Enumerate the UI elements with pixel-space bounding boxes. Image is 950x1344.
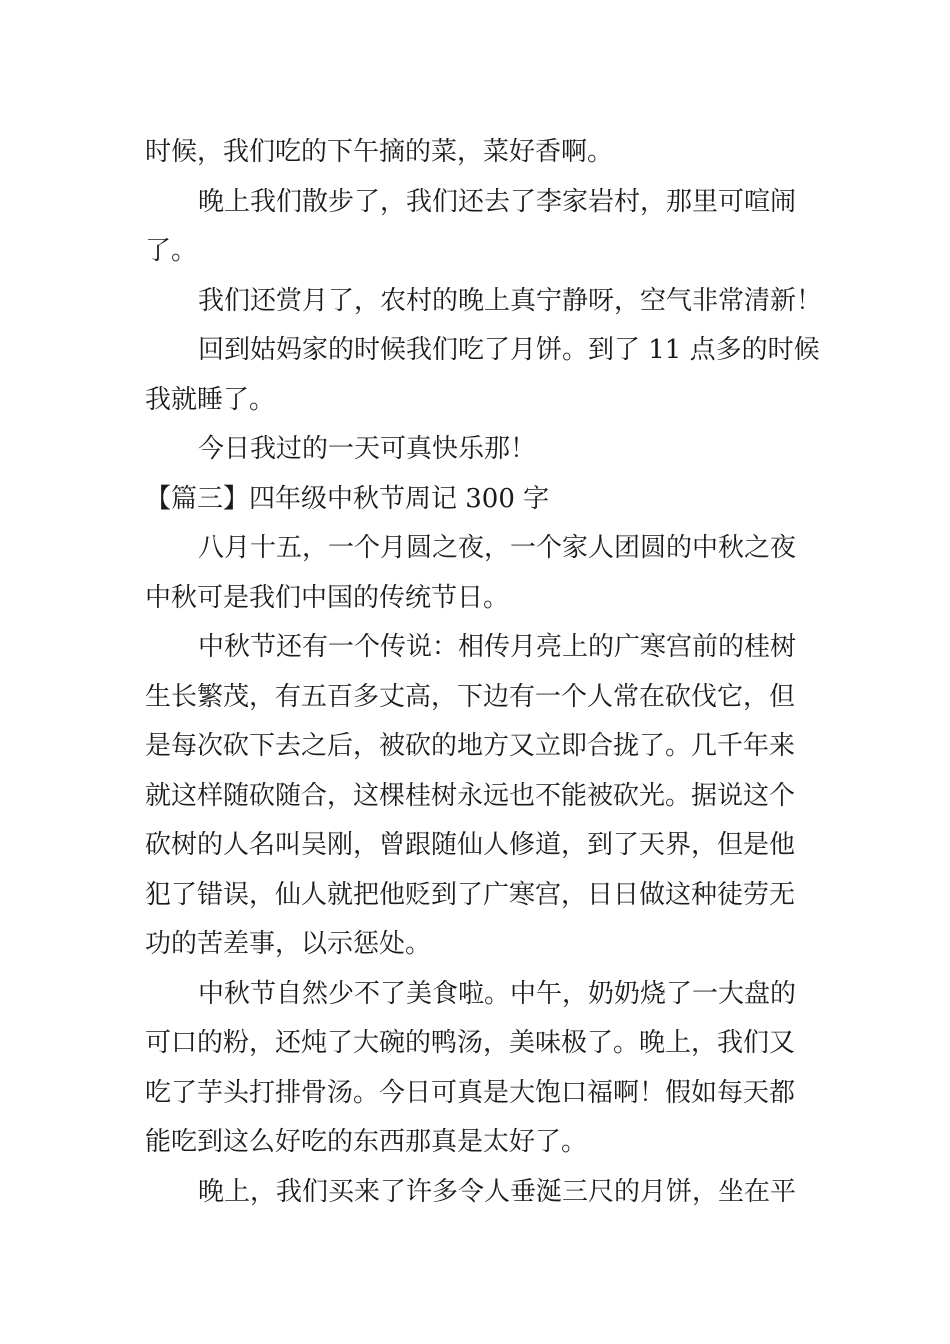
document-body	[145, 128, 823, 1217]
text-line: 晚上我们散步了，我们还去了李家岩村，那里可喧闹	[198, 186, 797, 217]
text-line: 生长繁茂，有五百多丈高，下边有一个人常在砍伐它，但	[145, 681, 796, 712]
text-line: 能吃到这么好吃的东西那真是太好了。	[145, 1127, 588, 1157]
text-line: 中秋节还有一个传说：相传月亮上的广寒宫前的桂树	[198, 632, 797, 662]
text-line: 了。	[145, 236, 198, 266]
text-line: 中秋可是我们中国的传统节日。	[145, 582, 510, 613]
text-line: 犯了错误，仙人就把他贬到了广寒宫，日日做这种徒劳无	[145, 879, 796, 910]
text-line: 八月十五，一个月圆之夜，一个家人团圆的中秋之夜	[198, 533, 797, 563]
text-line: 砍树的人名叫吴刚，曾跟随仙人修道，到了天界，但是他	[145, 830, 796, 860]
text-line: 中秋节自然少不了美食啦。中午，奶奶烧了一大盘的	[198, 978, 797, 1009]
text-line: 我们还赏月了，农村的晚上真宁静呀，空气非常清新！	[198, 285, 823, 316]
text-line: 可口的粉，还炖了大碗的鸭汤，美味极了。晚上，我们又	[145, 1028, 796, 1058]
text-line: 是每次砍下去之后，被砍的地方又立即合拢了。几千年来	[145, 731, 796, 761]
text-line: 我就睡了。	[145, 384, 276, 415]
text-line: 今日我过的一天可真快乐那！	[198, 434, 537, 464]
section-heading: 【篇三】四年级中秋节周记 300 字	[145, 483, 550, 514]
text-line: 吃了芋头打排骨汤。今日可真是大饱口福啊！假如每天都	[145, 1077, 796, 1108]
text-line: 时候，我们吃的下午摘的菜，菜好香啊。	[145, 137, 614, 167]
text-line: 功的苦差事，以示惩处。	[145, 929, 432, 959]
text-line: 就这样随砍随合，这棵桂树永远也不能被砍光。据说这个	[145, 780, 796, 811]
text-line: 回到姑妈家的时候我们吃了月饼。到了 11 点多的时候	[198, 335, 820, 365]
text-line: 晚上，我们买来了许多令人垂涎三尺的月饼，坐在平	[198, 1176, 797, 1207]
